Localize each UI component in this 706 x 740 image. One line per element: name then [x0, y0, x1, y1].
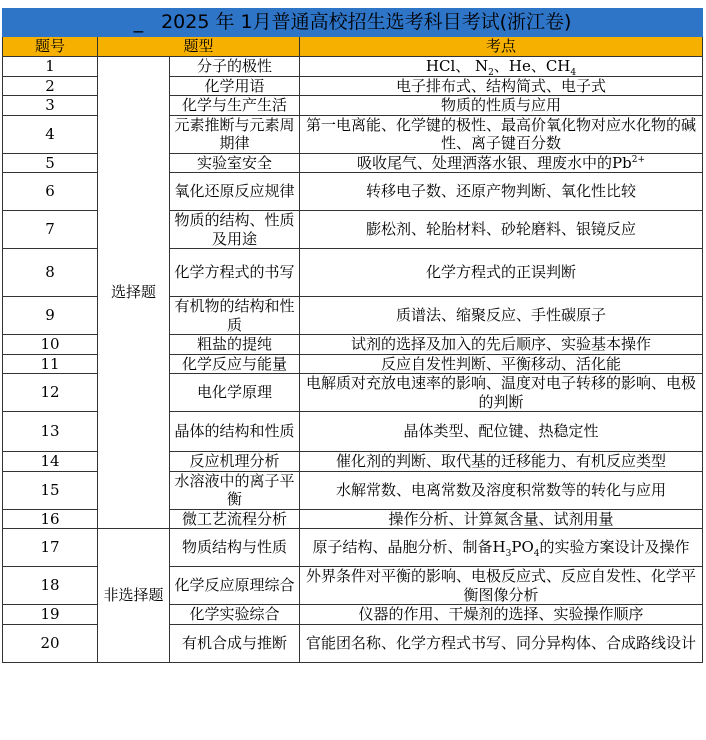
- exam-points: 原子结构、晶胞分析、制备$H_3PO_4$的实验方案设计及操作: [300, 529, 703, 567]
- header-type: 题型: [98, 37, 300, 57]
- exam-points: 质谱法、缩聚反应、手性碳原子: [300, 297, 703, 335]
- header-row: [3, 37, 703, 57]
- question-number: 4: [3, 115, 98, 153]
- question-number: 15: [3, 471, 98, 509]
- question-type: 化学反应原理综合: [170, 567, 300, 605]
- question-number: 20: [3, 624, 98, 662]
- question-type: 反应机理分析: [170, 452, 300, 472]
- exam-topics-table: [2, 8, 703, 663]
- question-number: 2: [3, 76, 98, 96]
- exam-points: 物质的性质与应用: [300, 96, 703, 116]
- question-type: 分子的极性: [170, 57, 300, 77]
- question-type: 化学与生产生活: [170, 96, 300, 116]
- question-number: 13: [3, 412, 98, 452]
- exam-points: 吸收尾气、处理洒落水银、理废水中的$Pb^{2+}$: [300, 153, 703, 173]
- exam-points: 晶体类型、配位键、热稳定性: [300, 412, 703, 452]
- question-number: 14: [3, 452, 98, 472]
- question-type: 物质结构与性质: [170, 529, 300, 567]
- table-row: [3, 529, 703, 567]
- exam-points: HCl、 $N_2$、He、$CH_4$: [300, 57, 703, 77]
- question-type: 实验室安全: [170, 153, 300, 173]
- question-type: 水溶液中的离子平衡: [170, 471, 300, 509]
- question-type: 氧化还原反应规律: [170, 173, 300, 211]
- question-number: 16: [3, 509, 98, 529]
- exam-points: 外界条件对平衡的影响、电极反应式、反应自发性、化学平衡图像分析: [300, 567, 703, 605]
- exam-points: 电解质对充放电速率的影响、温度对电子转移的影响、电极的判断: [300, 374, 703, 412]
- exam-points: 电子排布式、结构简式、电子式: [300, 76, 703, 96]
- exam-points: 化学方程式的正误判断: [300, 249, 703, 297]
- question-type: 物质的结构、性质及用途: [170, 211, 300, 249]
- table-row: [3, 57, 703, 77]
- question-number: 7: [3, 211, 98, 249]
- question-type: 晶体的结构和性质: [170, 412, 300, 452]
- question-number: 5: [3, 153, 98, 173]
- question-number: 12: [3, 374, 98, 412]
- question-number: 8: [3, 249, 98, 297]
- question-number: 11: [3, 354, 98, 374]
- exam-points: 试剂的选择及加入的先后顺序、实验基本操作: [300, 335, 703, 355]
- header-points: 考点: [300, 37, 703, 57]
- question-type: 化学方程式的书写: [170, 249, 300, 297]
- title-row: [3, 9, 703, 37]
- question-number: 18: [3, 567, 98, 605]
- exam-points: 仪器的作用、干燥剂的选择、实验操作顺序: [300, 605, 703, 625]
- question-number: 19: [3, 605, 98, 625]
- category-non-choice: 非选择题: [98, 529, 170, 663]
- question-type: 微工艺流程分析: [170, 509, 300, 529]
- question-type: 化学反应与能量: [170, 354, 300, 374]
- exam-points: 第一电离能、化学键的极性、最高价氧化物对应水化物的碱性、离子键百分数: [300, 115, 703, 153]
- question-type: 化学用语: [170, 76, 300, 96]
- table-body: [3, 57, 703, 663]
- question-number: 10: [3, 335, 98, 355]
- exam-points: 催化剂的判断、取代基的迁移能力、有机反应类型: [300, 452, 703, 472]
- exam-points: 膨松剂、轮胎材料、砂轮磨料、银镜反应: [300, 211, 703, 249]
- exam-points: 操作分析、计算氮含量、试剂用量: [300, 509, 703, 529]
- exam-analysis-sheet: [2, 8, 702, 663]
- question-number: 17: [3, 529, 98, 567]
- header-number: 题号: [3, 37, 98, 57]
- question-type: 元素推断与元素周期律: [170, 115, 300, 153]
- question-type: 有机物的结构和性质: [170, 297, 300, 335]
- question-number: 3: [3, 96, 98, 116]
- exam-points: 官能团名称、化学方程式书写、同分异构体、合成路线设计: [300, 624, 703, 662]
- question-type: 化学实验综合: [170, 605, 300, 625]
- question-number: 9: [3, 297, 98, 335]
- title-prefix: _: [133, 11, 144, 34]
- table-title: [3, 9, 703, 37]
- category-choice: 选择题: [98, 57, 170, 529]
- question-number: 1: [3, 57, 98, 77]
- question-type: 有机合成与推断: [170, 624, 300, 662]
- title-text: 2025 年 1月普通高校招生选考科目考试(浙江卷): [161, 11, 572, 34]
- exam-points: 转移电子数、还原产物判断、氧化性比较: [300, 173, 703, 211]
- question-type: 粗盐的提纯: [170, 335, 300, 355]
- question-type: 电化学原理: [170, 374, 300, 412]
- exam-points: 反应自发性判断、平衡移动、活化能: [300, 354, 703, 374]
- exam-points: 水解常数、电离常数及溶度积常数等的转化与应用: [300, 471, 703, 509]
- question-number: 6: [3, 173, 98, 211]
